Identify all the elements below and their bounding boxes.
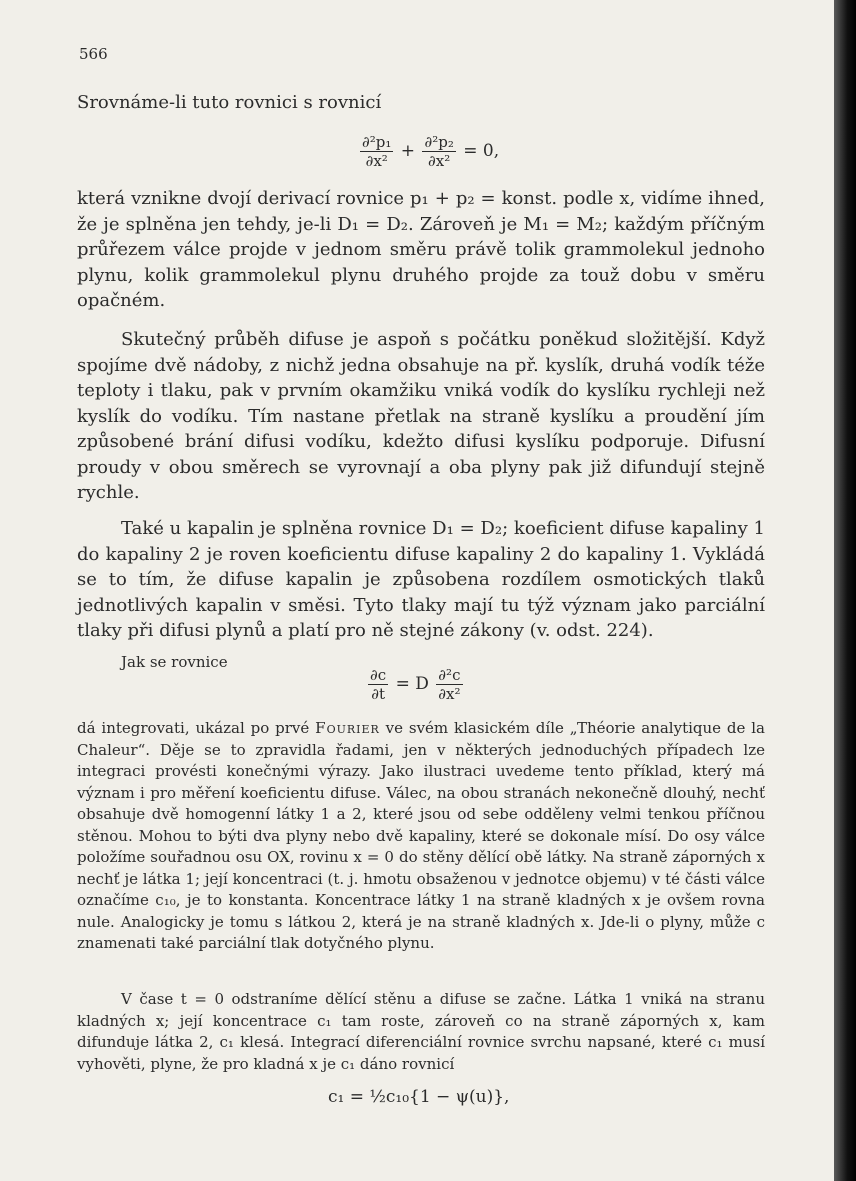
eq1-plus: + xyxy=(400,141,416,161)
equation-1 xyxy=(358,133,499,170)
paragraph-equation-intro: Jak se rovnice xyxy=(121,653,228,671)
paragraph-fourier xyxy=(77,718,765,955)
paragraph-real-diffusion: Skutečný průběh difuse je aspoň s počátku poněkud složitější. Když spojíme dvě nádoby, z nichž jedna obsahuje na př. kyslík, druhá vodík téže teploty i tlaku, pak v prvním okamžiku vniká vodík do kyslíku rychleji než kyslík do vodíku. Tím nastane přetlak na straně kyslíku a proudění jím způsobené brání difusi vodíku, kdežto difusi kyslíku podporuje. Difusní proudy v obou směrech se vyrovnají a oba plyny pak již difundují stejně rychle. xyxy=(77,329,765,503)
author-name: Fourier xyxy=(315,719,380,737)
equation-3: c₁ = ½c₁₀{1 − ψ(u)}, xyxy=(328,1087,510,1107)
eq2-right-denominator: ∂x² xyxy=(438,685,461,703)
eq1-term1-denominator: ∂x² xyxy=(365,152,388,170)
paragraph-time-zero: V čase t = 0 odstraníme dělící stěnu a difuse se začne. Látka 1 vniká na stranu kladných x; její koncentrace c₁ tam roste, zároveň co na straně záporných x, kam difunduje látka 2, c₁ klesá. Integrací diferenciální rovnice svrchu napsané, které c₁ musí vyhověti, plyne, že pro kladná x je c₁ dáno rovnicí xyxy=(77,990,765,1073)
eq2-right-numerator: ∂²c xyxy=(436,666,462,685)
paragraph-liquids: Také u kapalin je splněna rovnice D₁ = D₂; koeficient difuse kapaliny 1 do kapaliny 2 je roven koeficientu difuse kapaliny 2 do kapaliny 1. Vykládá se to tím, že difuse kapalin je způsobena rozdílem osmotických tlaků jednotlivých kapalin v směsi. Tyto tlaky mají tu týž význam jako parciální tlaky při difusi plynů a platí pro ně stejné zákony (v. odst. 224). xyxy=(77,518,765,641)
eq1-rhs: = 0, xyxy=(463,141,500,161)
eq1-term2-denominator: ∂x² xyxy=(428,152,451,170)
equation-2 xyxy=(366,666,465,703)
eq2-left-denominator: ∂t xyxy=(371,685,385,703)
eq2-left-numerator: ∂c xyxy=(370,666,387,684)
paragraph-derivation: která vznikne dvojí derivací rovnice p₁ + p₂ = konst. podle x, vidíme ihned, že je splněna jen tehdy, je-li D₁ = D₂. Zároveň je M₁ = M₂; každým příčným průřezem válce projde v jednom směru právě tolik grammolekul jednoho plynu, kolik grammolekul plynu druhého projde za touž dobu v směru opačném. xyxy=(77,188,765,311)
eq2-middle: = D xyxy=(395,674,429,694)
book-binding-edge xyxy=(834,0,856,1181)
fourier-text-before: dá integrovati, ukázal po prvé xyxy=(77,719,316,737)
fourier-text-after: ve svém klasickém díle „Théorie analytique de la Chaleur“. Děje se to zpravidla řadami, jen v některých jednoduchých případech lze integraci provésti konečnými výrazy. Jako ilustraci uvedeme tento příklad, který má význam i pro měření koeficientu difuse. Válec, na obou stranách nekonečně dlouhý, nechť obsahuje dvě homogenní látky 1 a 2, které jsou od sebe odděleny velmi tenkou příčnou stěnou. Mohou to býti dva plyny nebo dvě kapaliny, které se dokonale mísí. Do osy válce položíme souřadnou osu OX, rovinu x = 0 do stěny dělící obě látky. Na straně záporných x nechť je látka 1; její koncentraci (t. j. hmotu obsaženou v jednotce objemu) v té části válce označíme c₁₀, je to konstanta. Koncentrace látky 1 na straně kladných x je ovšem rovna nule. Analogicky je tomu s látkou 2, která je na straně kladných x. Jde-li o plyny, může c znamenati také parciální tlak dotyčného plynu. xyxy=(77,719,765,952)
paragraph-intro: Srovnáme-li tuto rovnici s rovnicí xyxy=(77,92,382,113)
eq1-term1-numerator: ∂²p₁ xyxy=(362,133,392,151)
page-number: 566 xyxy=(79,45,108,63)
eq1-term2-numerator: ∂²p₂ xyxy=(424,133,454,151)
